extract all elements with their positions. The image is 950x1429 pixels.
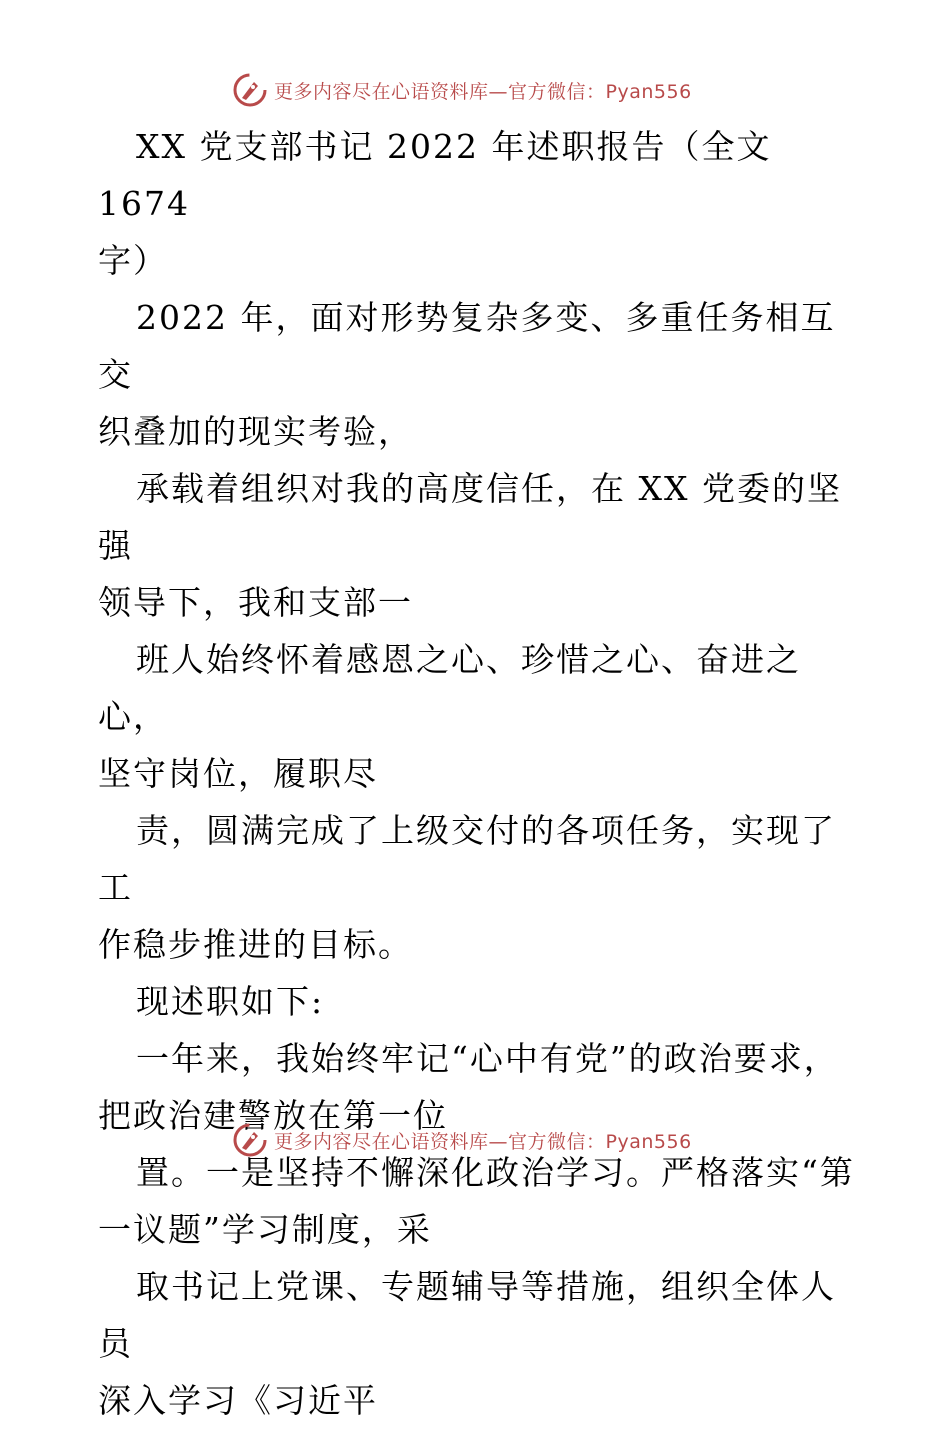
text-line: 一年来，我始终牢记“心中有党”的政治要求， bbox=[136, 1039, 839, 1078]
paragraph bbox=[98, 631, 858, 802]
footer-banner bbox=[232, 1120, 692, 1160]
footer-banner-text: 更多内容尽在心语资料库—官方微信：Pyan556 bbox=[274, 1130, 692, 1153]
paragraph bbox=[98, 289, 858, 460]
text-line: 字） bbox=[98, 241, 168, 280]
text-line: 深入学习《习近平 bbox=[98, 1381, 378, 1420]
text-line: 坚守岗位，履职尽 bbox=[98, 754, 378, 793]
paragraph bbox=[98, 1258, 858, 1429]
paragraph bbox=[98, 802, 858, 973]
paragraph bbox=[98, 1144, 858, 1258]
paragraph-title bbox=[98, 118, 858, 289]
pen-nib-logo-icon bbox=[232, 72, 268, 108]
text-line: 班人始终怀着感恩之心、珍惜之心、奋进之心， bbox=[98, 640, 801, 736]
text-line: 领导下，我和支部一 bbox=[98, 583, 413, 622]
text-line: 置。一是坚持不懈深化政治学习。严格落实“第 bbox=[136, 1153, 855, 1192]
text-line: 一议题”学习制度，采 bbox=[98, 1210, 432, 1249]
paragraph bbox=[98, 460, 858, 631]
text-line: 2022 年，面对形势复杂多变、多重任务相互交 bbox=[98, 298, 836, 394]
text-line: 现述职如下: bbox=[136, 982, 325, 1021]
text-line: 取书记上党课、专题辅导等措施，组织全体人员 bbox=[98, 1267, 836, 1363]
header-banner-text: 更多内容尽在心语资料库—官方微信：Pyan556 bbox=[274, 80, 692, 103]
paragraph bbox=[98, 973, 858, 1030]
text-line: 把政治建警放在第一位 bbox=[98, 1096, 448, 1135]
text-line: 作稳步推进的目标。 bbox=[98, 925, 413, 964]
text-line: XX 党支部书记 2022 年述职报告（全文 1674 bbox=[98, 127, 772, 223]
document-body bbox=[98, 118, 858, 1429]
text-line: 织叠加的现实考验， bbox=[98, 412, 413, 451]
text-line: 责，圆满完成了上级交付的各项任务，实现了工 bbox=[98, 811, 836, 907]
header-banner bbox=[232, 70, 692, 110]
pen-nib-logo-icon bbox=[232, 1122, 268, 1158]
text-line: 承载着组织对我的高度信任，在 XX 党委的坚强 bbox=[98, 469, 842, 565]
